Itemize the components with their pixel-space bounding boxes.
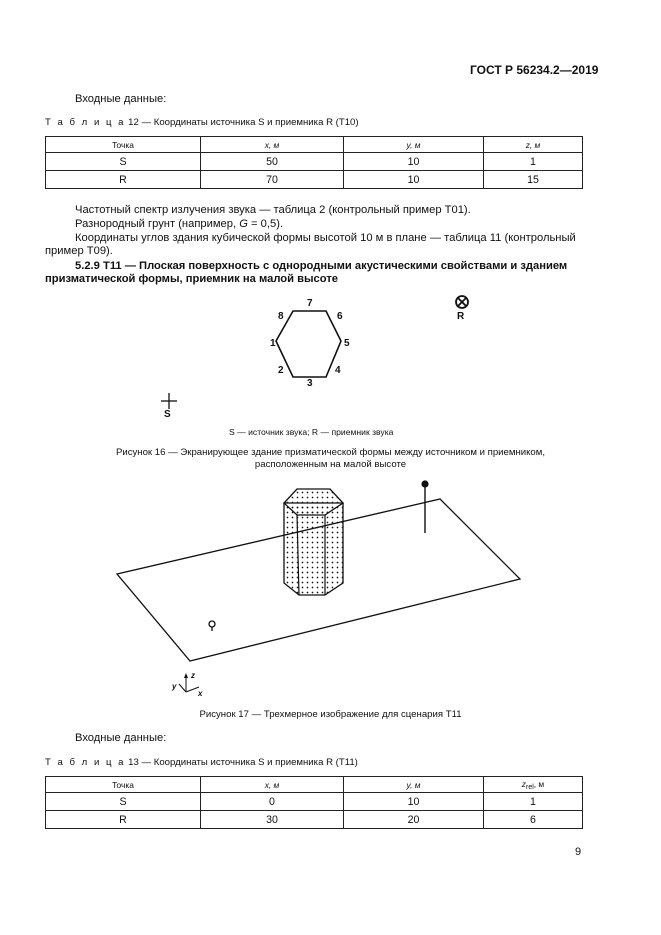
- y-axis: [179, 684, 186, 692]
- table13-cell: 20: [344, 811, 484, 829]
- table13-cell: 10: [344, 793, 484, 811]
- receiver-point: [421, 480, 428, 487]
- vertex-label-1: 1: [270, 338, 276, 349]
- vertex-label-3: 3: [307, 378, 313, 389]
- input-data-label-1: Входные данные:: [75, 93, 167, 105]
- receiver-label: R: [457, 311, 465, 322]
- table12-caption-text: 12 — Координаты источника S и приемника R (Т10): [128, 117, 359, 128]
- table13-cell: R: [46, 811, 201, 829]
- table13-caption: [45, 757, 358, 768]
- ground-g-symbol: G: [239, 218, 248, 230]
- vertex-label-8: 8: [278, 311, 284, 322]
- table12-cell: 50: [201, 153, 344, 171]
- table12-cell: 10: [344, 153, 484, 171]
- figure16-caption-line2: расположенным на малой высоте: [254, 459, 407, 470]
- table13-header-unit: , м: [533, 778, 545, 789]
- table12-header-point: Точка: [46, 137, 201, 153]
- axis-label-z: z: [191, 671, 195, 680]
- section-heading-line2: призматической формы, приемник на малой высоте: [45, 273, 339, 285]
- spectrum-paragraph: Частотный спектр излучения звука — таблица 2 (контрольный пример Т01).: [75, 204, 471, 216]
- input-data-label-2: Входные данные:: [75, 732, 167, 744]
- page-number: 9: [575, 846, 582, 858]
- table12-header-z-text: z, м: [525, 139, 541, 150]
- table13-header-y: [344, 777, 484, 793]
- table12-cell: R: [46, 171, 201, 189]
- figure17-caption: Рисунок 17 — Трехмерное изображение для сценария Т11: [199, 709, 462, 720]
- table12-header-x-text: x, м: [264, 139, 280, 150]
- table12-cell: 10: [344, 171, 484, 189]
- vertex-label-7: 7: [307, 298, 313, 309]
- table13-cell: 30: [201, 811, 344, 829]
- table12-cell: 70: [201, 171, 344, 189]
- table13-caption-word: Т а б л и ц а: [45, 757, 126, 768]
- corners-paragraph-line1: Координаты углов здания кубической формы высотой 10 м в плане — таблица 11 (контрольный: [75, 232, 576, 244]
- axis-label-x: x: [198, 689, 203, 698]
- table13-header-zrel: [484, 777, 583, 793]
- table12-caption-word: Т а б л и ц а: [45, 117, 126, 128]
- vertex-label-5: 5: [344, 338, 350, 349]
- table13-cell: 0: [201, 793, 344, 811]
- table-row: [46, 811, 583, 829]
- vertex-label-6: 6: [337, 311, 343, 322]
- section-heading-line1: 5.2.9 Т11 — Плоская поверхность с однородными акустическими свойствами и зданием: [75, 260, 568, 272]
- vertex-label-2: 2: [278, 365, 284, 376]
- table13-header-z-symbol: z: [521, 778, 526, 789]
- prism-body: [284, 503, 343, 595]
- axis-label-y: y: [172, 682, 177, 691]
- table13-cell: 6: [484, 811, 583, 829]
- table12-cell: S: [46, 153, 201, 171]
- ground-text-b: = 0,5).: [247, 218, 284, 230]
- table12-header-y-text: y, м: [406, 139, 421, 150]
- table13-header-x: [201, 777, 344, 793]
- table12-cell: 15: [484, 171, 583, 189]
- table13-header-rel-subscript: rel: [525, 783, 534, 791]
- table13-cell: 1: [484, 793, 583, 811]
- source-label: S: [164, 409, 171, 420]
- table13: [45, 776, 583, 829]
- table13-header-x-text: x, м: [264, 779, 280, 790]
- table12-cell: 1: [484, 153, 583, 171]
- figure16-legend: S — источник звука; R — приемник звука: [229, 427, 394, 437]
- figure16-caption-line1: Рисунок 16 — Экранирующее здание призматической формы между источником и приемником,: [115, 447, 546, 458]
- corners-paragraph-line2: пример Т09).: [45, 245, 113, 257]
- z-axis-arrow: [184, 673, 188, 678]
- ground-text-a: Разнородный грунт (например,: [75, 218, 240, 230]
- vertex-label-4: 4: [335, 365, 341, 376]
- table13-caption-text: 13 — Координаты источника S и приемника R (Т11): [128, 757, 358, 768]
- table13-header-y-text: y, м: [406, 779, 421, 790]
- table13-header-row: [46, 777, 583, 793]
- table13-cell: S: [46, 793, 201, 811]
- table13-header-point: Точка: [46, 777, 201, 793]
- table-row: [46, 793, 583, 811]
- document-id: ГОСТ Р 56234.2—2019: [470, 63, 599, 77]
